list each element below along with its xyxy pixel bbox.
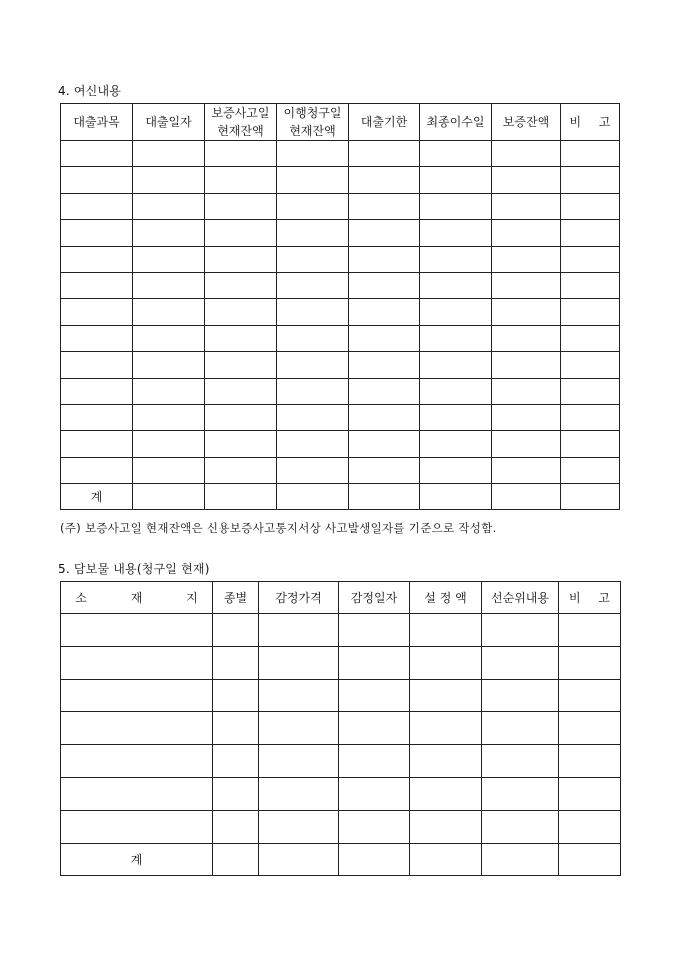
table-cell — [561, 457, 620, 483]
table-cell — [420, 378, 492, 404]
table-cell — [410, 646, 482, 679]
table-cell — [410, 614, 482, 647]
table-cell — [482, 614, 559, 647]
table-cell — [482, 843, 559, 876]
table-cell — [561, 484, 620, 510]
table-cell — [492, 167, 561, 193]
table-cell — [61, 141, 133, 167]
table-cell — [277, 352, 349, 378]
total-label: 계 — [61, 484, 133, 510]
header-balance-at-claim — [277, 104, 349, 141]
table-cell — [339, 745, 410, 778]
table-cell — [410, 679, 482, 712]
table-cell — [61, 810, 213, 843]
table-cell — [339, 777, 410, 810]
table-cell — [277, 141, 349, 167]
section4-title: 4. 여신내용 — [58, 84, 122, 98]
table-cell — [277, 246, 349, 272]
loan-row — [61, 141, 620, 167]
table-cell — [133, 272, 205, 298]
header-appraisal-date: 감정일자 — [339, 582, 410, 614]
table-cell — [349, 272, 420, 298]
table-cell — [277, 272, 349, 298]
table-cell — [561, 378, 620, 404]
table-cell — [561, 404, 620, 430]
table-cell — [492, 193, 561, 219]
section5-title: 5. 담보물 내용(청구일 현재) — [58, 562, 210, 576]
table-cell — [349, 378, 420, 404]
collateral-row — [61, 614, 621, 647]
table-cell — [259, 712, 339, 745]
table-cell — [420, 220, 492, 246]
table-cell — [492, 141, 561, 167]
table-cell — [61, 614, 213, 647]
table-cell — [61, 167, 133, 193]
table-cell — [559, 745, 621, 778]
table-cell — [339, 679, 410, 712]
loan-row — [61, 404, 620, 430]
collateral-row — [61, 712, 621, 745]
table-cell — [205, 325, 277, 351]
table-cell — [559, 646, 621, 679]
table-cell — [482, 810, 559, 843]
table-cell — [420, 431, 492, 457]
table-cell — [133, 484, 205, 510]
table-cell — [61, 299, 133, 325]
header-guarantee-balance: 보증잔액 — [492, 104, 561, 141]
table-cell — [349, 299, 420, 325]
header-senior-lien: 선순위내용 — [482, 582, 559, 614]
table-cell — [61, 679, 213, 712]
table-cell — [349, 220, 420, 246]
total-row — [61, 843, 621, 876]
table-cell — [205, 246, 277, 272]
collateral-table — [60, 581, 621, 876]
header-loan-date: 대출일자 — [133, 104, 205, 141]
table-cell — [420, 141, 492, 167]
loan-row — [61, 299, 620, 325]
table-cell — [133, 352, 205, 378]
table-cell — [410, 712, 482, 745]
table-cell — [133, 431, 205, 457]
table-cell — [482, 679, 559, 712]
section4-footnote: (주) 보증사고일 현재잔액은 신용보증사고통지서상 사고발생일자를 기준으로 작성함. — [60, 521, 497, 535]
table-cell — [205, 272, 277, 298]
table-cell — [133, 167, 205, 193]
loan-details-table — [60, 103, 620, 510]
table-cell — [349, 457, 420, 483]
table-cell — [492, 272, 561, 298]
table-cell — [492, 352, 561, 378]
table-cell — [213, 614, 259, 647]
table-cell — [492, 378, 561, 404]
table-cell — [213, 843, 259, 876]
collateral-row — [61, 745, 621, 778]
table-cell — [561, 167, 620, 193]
header-balance-at-claim-text: 이행청구일 현재잔액 — [283, 106, 342, 138]
table-cell — [349, 193, 420, 219]
total-row — [61, 484, 620, 510]
table-cell — [205, 141, 277, 167]
table-cell — [420, 193, 492, 219]
table-cell — [61, 431, 133, 457]
table-cell — [205, 484, 277, 510]
header-set-amount: 설 정 액 — [410, 582, 482, 614]
loan-row — [61, 246, 620, 272]
header-remarks: 비 고 — [559, 582, 621, 614]
table-cell — [559, 614, 621, 647]
table-cell — [339, 843, 410, 876]
table-cell — [561, 141, 620, 167]
table-cell — [277, 457, 349, 483]
table-cell — [561, 325, 620, 351]
loan-row — [61, 325, 620, 351]
table-cell — [205, 299, 277, 325]
table-cell — [561, 299, 620, 325]
table-cell — [349, 484, 420, 510]
table-cell — [277, 220, 349, 246]
collateral-row — [61, 646, 621, 679]
table-cell — [277, 167, 349, 193]
table-cell — [259, 646, 339, 679]
table-cell — [259, 679, 339, 712]
table-cell — [133, 404, 205, 430]
table-cell — [61, 246, 133, 272]
table-cell — [133, 141, 205, 167]
header-loan-type: 대출과목 — [61, 104, 133, 141]
table-cell — [349, 431, 420, 457]
table-cell — [420, 299, 492, 325]
table-cell — [277, 378, 349, 404]
table-cell — [482, 646, 559, 679]
table-cell — [482, 712, 559, 745]
table-cell — [61, 457, 133, 483]
table-cell — [277, 299, 349, 325]
table-cell — [277, 193, 349, 219]
table-cell — [133, 193, 205, 219]
table-cell — [482, 777, 559, 810]
table-cell — [205, 193, 277, 219]
table-cell — [61, 745, 213, 778]
table-cell — [213, 777, 259, 810]
table-cell — [492, 220, 561, 246]
table-cell — [205, 457, 277, 483]
table-cell — [259, 843, 339, 876]
header-remarks: 비 고 — [561, 104, 620, 141]
table-cell — [205, 431, 277, 457]
table-cell — [259, 777, 339, 810]
table-cell — [61, 325, 133, 351]
table-cell — [133, 299, 205, 325]
collateral-row — [61, 777, 621, 810]
table-cell — [410, 777, 482, 810]
table-cell — [349, 167, 420, 193]
table-cell — [213, 679, 259, 712]
table-cell — [339, 646, 410, 679]
collateral-table-header-row — [61, 582, 621, 614]
table-cell — [349, 325, 420, 351]
table-cell — [420, 272, 492, 298]
table-cell — [213, 745, 259, 778]
table-cell — [213, 810, 259, 843]
table-cell — [559, 843, 621, 876]
table-cell — [349, 141, 420, 167]
table-cell — [482, 745, 559, 778]
loan-row — [61, 193, 620, 219]
table-cell — [61, 193, 133, 219]
table-cell — [339, 712, 410, 745]
table-cell — [61, 352, 133, 378]
table-cell — [133, 220, 205, 246]
table-cell — [339, 614, 410, 647]
table-cell — [61, 220, 133, 246]
table-cell — [259, 810, 339, 843]
table-cell — [559, 712, 621, 745]
table-cell — [410, 810, 482, 843]
table-cell — [492, 484, 561, 510]
table-cell — [561, 352, 620, 378]
table-cell — [349, 246, 420, 272]
table-cell — [420, 352, 492, 378]
table-cell — [205, 167, 277, 193]
table-cell — [205, 378, 277, 404]
header-kind: 종별 — [213, 582, 259, 614]
table-cell — [492, 431, 561, 457]
header-last-interest-date: 최종이수일 — [420, 104, 492, 141]
table-cell — [205, 352, 277, 378]
table-cell — [420, 484, 492, 510]
loan-row — [61, 431, 620, 457]
loan-table-header-row — [61, 104, 620, 141]
table-cell — [492, 325, 561, 351]
table-cell — [133, 246, 205, 272]
table-cell — [492, 299, 561, 325]
header-location: 소 재 지 — [61, 582, 213, 614]
table-cell — [61, 646, 213, 679]
table-cell — [420, 404, 492, 430]
table-cell — [61, 378, 133, 404]
table-cell — [410, 843, 482, 876]
table-cell — [61, 777, 213, 810]
table-cell — [133, 378, 205, 404]
table-cell — [561, 246, 620, 272]
header-balance-at-accident — [205, 104, 277, 141]
table-cell — [492, 457, 561, 483]
table-cell — [420, 457, 492, 483]
table-cell — [277, 404, 349, 430]
table-cell — [259, 745, 339, 778]
table-cell — [205, 220, 277, 246]
table-cell — [420, 246, 492, 272]
total-label: 계 — [61, 843, 213, 876]
table-cell — [561, 193, 620, 219]
table-cell — [561, 220, 620, 246]
table-cell — [561, 272, 620, 298]
table-cell — [61, 272, 133, 298]
header-balance-at-accident-text: 보증사고일 현재잔액 — [211, 106, 270, 138]
collateral-row — [61, 810, 621, 843]
table-cell — [349, 404, 420, 430]
header-loan-due: 대출기한 — [349, 104, 420, 141]
table-cell — [492, 404, 561, 430]
table-cell — [205, 404, 277, 430]
table-cell — [559, 777, 621, 810]
table-cell — [559, 679, 621, 712]
table-cell — [277, 484, 349, 510]
table-cell — [213, 646, 259, 679]
table-cell — [410, 745, 482, 778]
table-cell — [561, 431, 620, 457]
table-cell — [339, 810, 410, 843]
table-cell — [559, 810, 621, 843]
loan-row — [61, 272, 620, 298]
table-cell — [61, 712, 213, 745]
table-cell — [420, 325, 492, 351]
loan-row — [61, 457, 620, 483]
table-cell — [133, 325, 205, 351]
collateral-row — [61, 679, 621, 712]
loan-row — [61, 352, 620, 378]
header-appraised-value: 감정가격 — [259, 582, 339, 614]
table-cell — [277, 431, 349, 457]
loan-row — [61, 220, 620, 246]
table-cell — [213, 712, 259, 745]
table-cell — [61, 404, 133, 430]
table-cell — [133, 457, 205, 483]
table-cell — [349, 352, 420, 378]
table-cell — [277, 325, 349, 351]
loan-row — [61, 167, 620, 193]
table-cell — [492, 246, 561, 272]
table-cell — [420, 167, 492, 193]
table-cell — [259, 614, 339, 647]
loan-row — [61, 378, 620, 404]
